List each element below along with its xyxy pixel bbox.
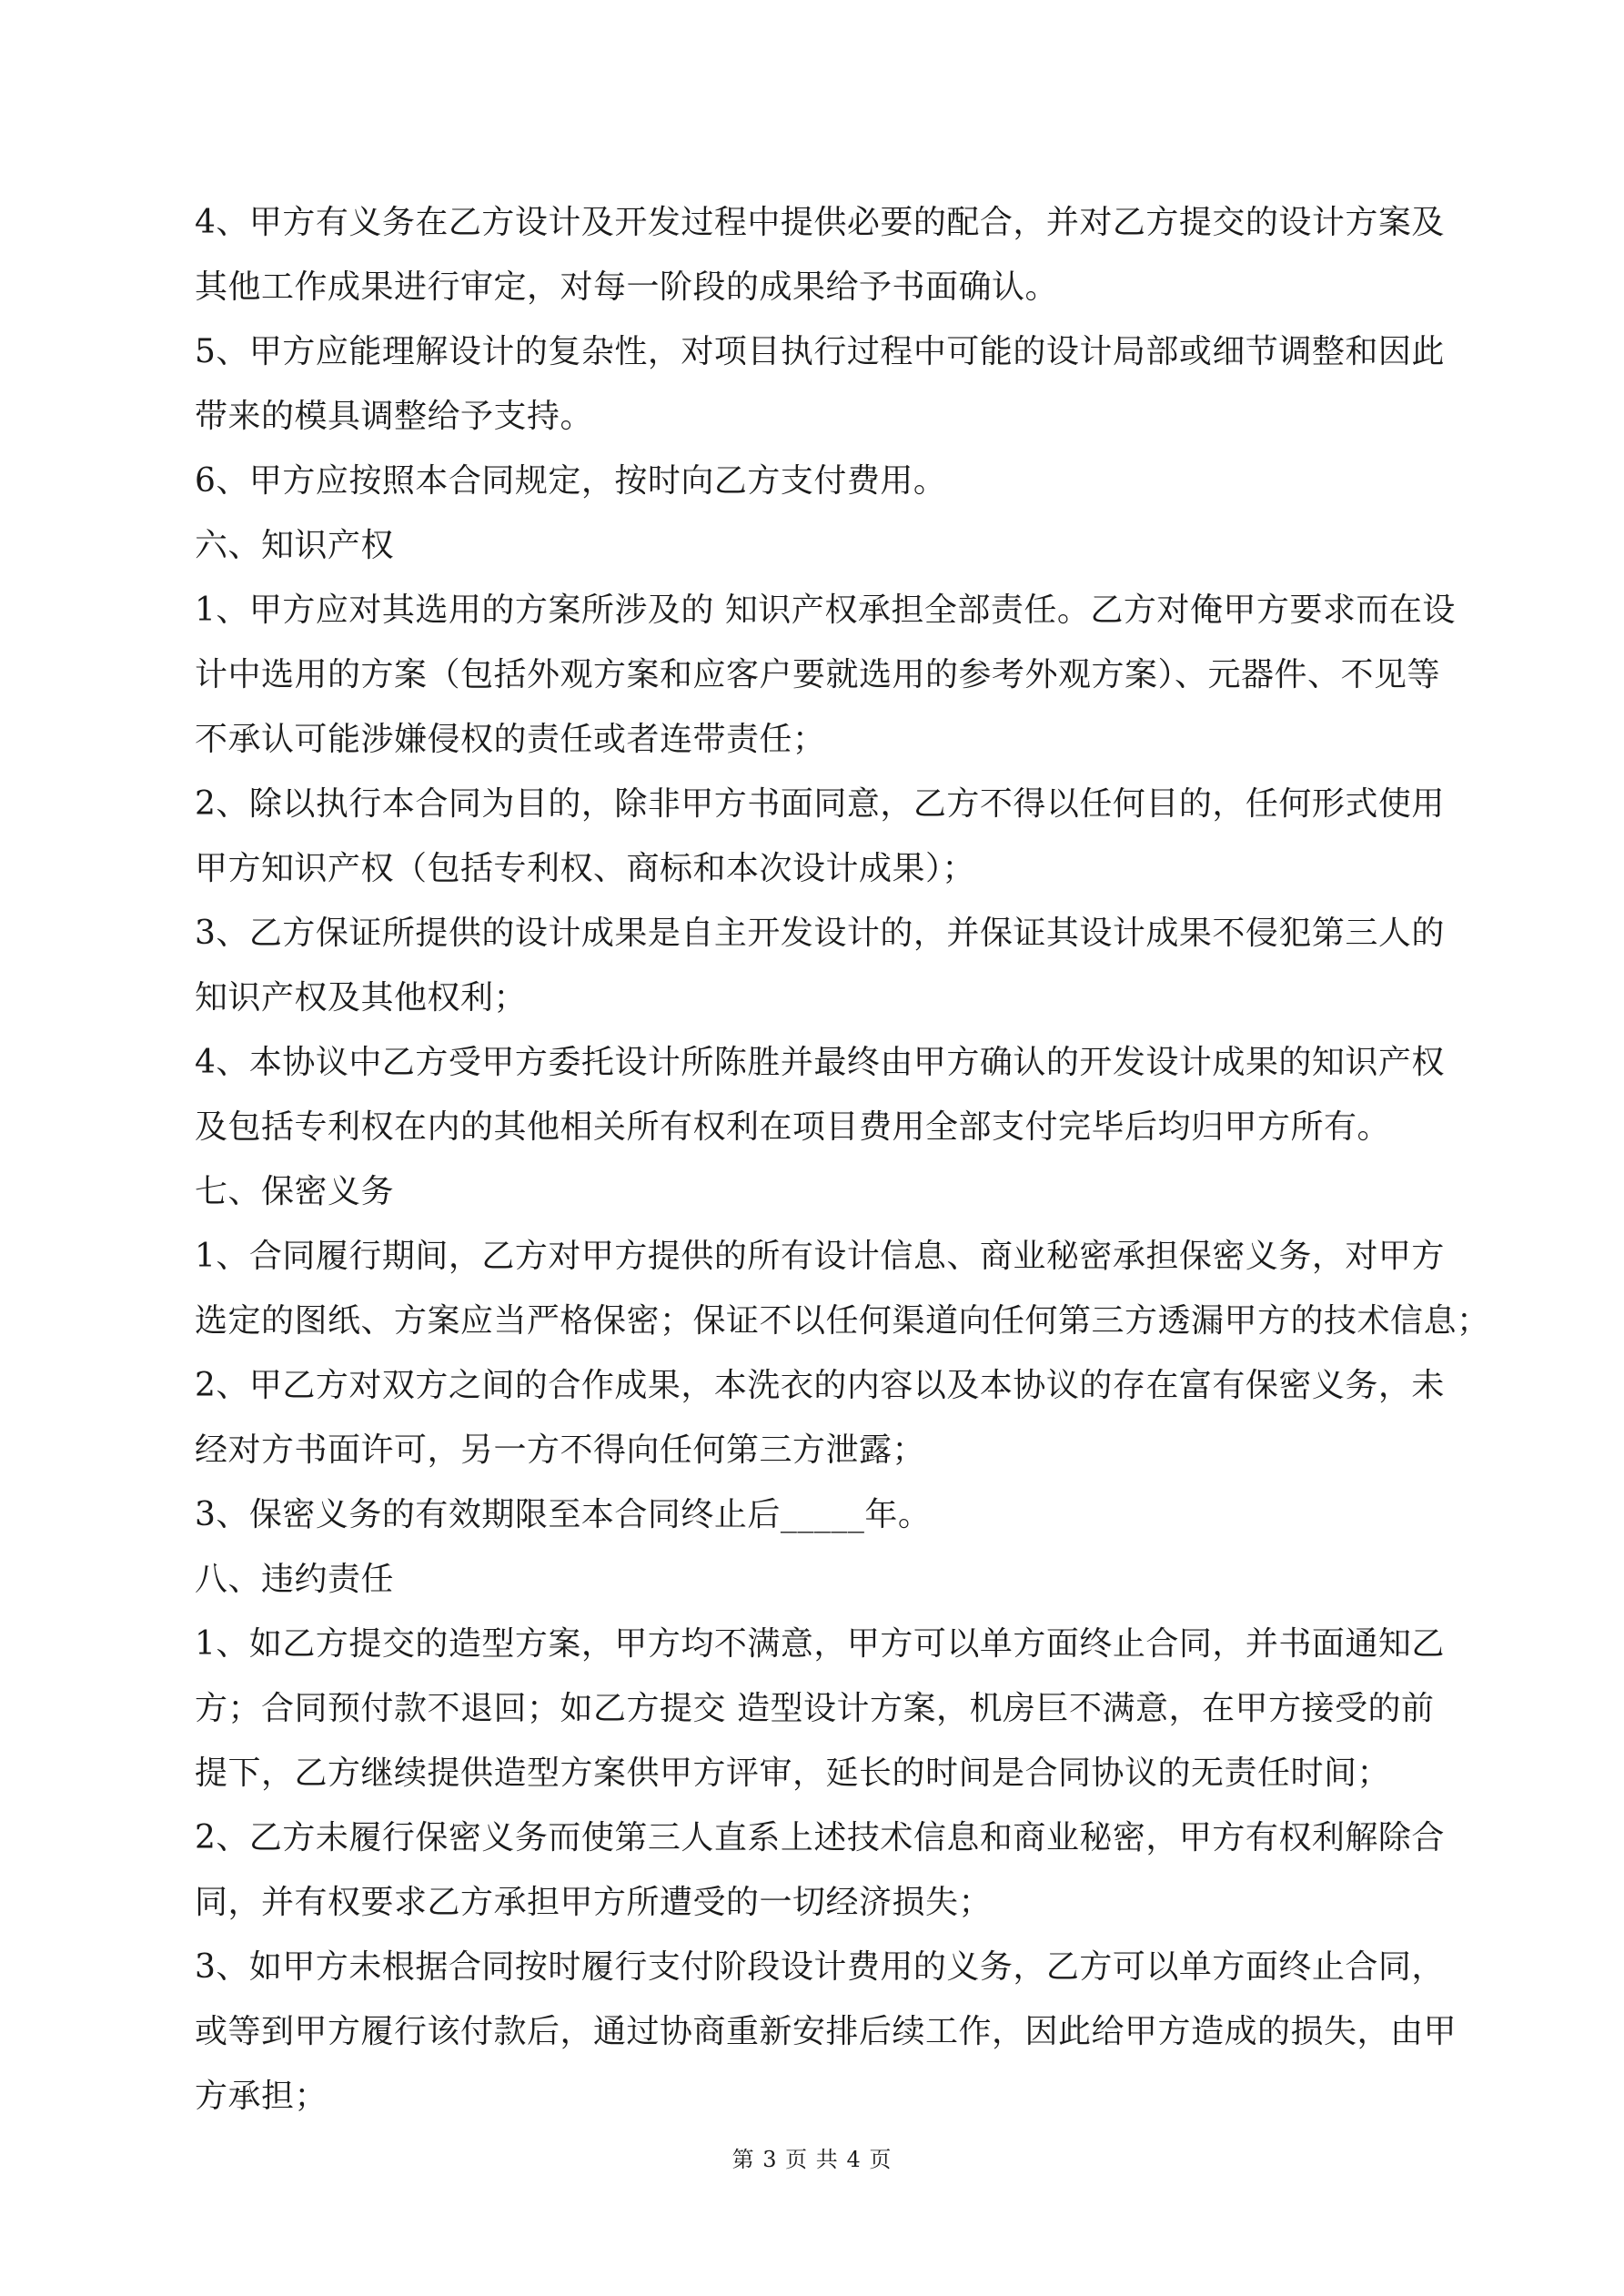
text-line: 或等到甲方履行该付款后，通过协商重新安排后续工作，因此给甲方造成的损失，由甲 [195,2013,1458,2050]
text-line: 2、除以执行本合同为目的，除非甲方书面同意，乙方不得以任何目的，任何形式使用 [195,785,1445,823]
text-line: 不承认可能涉嫌侵权的责任或者连带责任； [195,721,826,758]
text-line: 方；合同预付款不退回；如乙方提交 造型设计方案，机房巨不满意，在甲方接受的前 [195,1690,1435,1727]
text-line: 5、甲方应能理解设计的复杂性，对项目执行过程中可能的设计局部或细节调整和因此 [195,333,1445,370]
text-line: 4、本协议中乙方受甲方委托设计所陈胜并最终由甲方确认的开发设计成果的知识产权 [195,1044,1445,1081]
text-line: 甲方知识产权（包括专利权、商标和本次设计成果）； [195,850,976,887]
section-heading-liability: 八、违约责任 [195,1561,395,1598]
text-line: 1、合同履行期间，乙方对甲方提供的所有设计信息、商业秘密承担保密义务，对甲方 [195,1238,1445,1275]
text-line: 3、乙方保证所提供的设计成果是自主开发设计的，并保证其设计成果不侵犯第三人的 [195,915,1445,952]
text-line: 2、甲乙方对双方之间的合作成果，本洗衣的内容以及本协议的存在富有保密义务，未 [195,1367,1445,1404]
text-line: 带来的模具调整给予支持。 [195,398,594,435]
text-line: 同，并有权要求乙方承担甲方所遭受的一切经济损失； [195,1884,993,1921]
text-line: 2、乙方未履行保密义务而使第三人直系上述技术信息和商业秘密，甲方有权利解除合 [195,1819,1445,1856]
text-line: 其他工作成果进行审定，对每一阶段的成果给予书面确认。 [195,268,1059,306]
section-heading-intellectual-property: 六、知识产权 [195,527,395,564]
text-line: 选定的图纸、方案应当严格保密；保证不以任何渠道向任何第三方透漏甲方的技术信息； [195,1302,1490,1340]
text-line: 4、甲方有义务在乙方设计及开发过程中提供必要的配合，并对乙方提交的设计方案及 [195,204,1445,241]
text-line: 知识产权及其他权利； [195,979,528,1017]
page-number-footer: 第 3 页 共 4 页 [731,2147,893,2172]
section-heading-confidentiality: 七、保密义务 [195,1173,395,1210]
text-line: 3、保密义务的有效期限至本合同终止后_____年。 [195,1496,932,1533]
text-line: 方承担； [195,2078,328,2115]
text-line: 及包括专利权在内的其他相关所有权利在项目费用全部支付完毕后均归甲方所有。 [195,1108,1391,1146]
text-line: 1、甲方应对其选用的方案所涉及的 知识产权承担全部责任。乙方对俺甲方要求而在设 [195,592,1456,629]
contract-body [195,202,1490,2140]
text-line: 3、如甲方未根据合同按时履行支付阶段设计费用的义务，乙方可以单方面终止合同， [195,1948,1445,1986]
text-line: 经对方书面许可，另一方不得向任何第三方泄露； [195,1431,926,1469]
text-line: 1、如乙方提交的造型方案，甲方均不满意，甲方可以单方面终止合同，并书面通知乙 [195,1625,1445,1663]
text-line: 6、甲方应按照本合同规定，按时向乙方支付费用。 [195,462,947,500]
text-line: 计中选用的方案（包括外观方案和应客户要就选用的参考外观方案）、元器件、不见等 [195,656,1441,693]
text-line: 提下，乙方继续提供造型方案供甲方评审，延长的时间是合同协议的无责任时间； [195,1755,1391,1792]
